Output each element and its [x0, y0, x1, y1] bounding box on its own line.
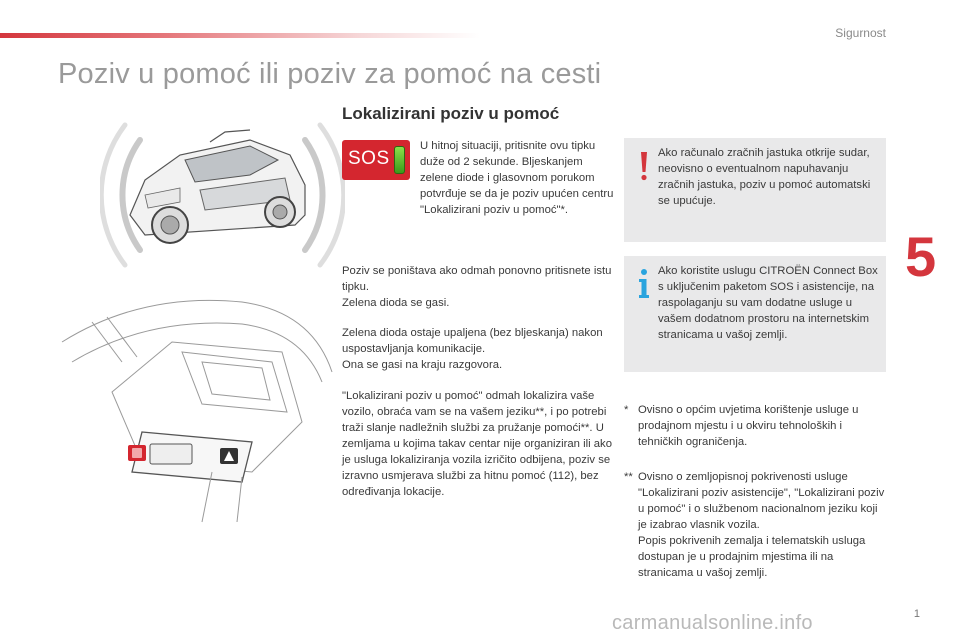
footnote-2: [624, 469, 886, 581]
warning-note: [624, 138, 886, 242]
footnote-text: Ovisno o općim uvjetima korištenje usluge u prodajnom mjestu i u okviru tehnoloških i tehničkih ograničenja.: [638, 404, 859, 448]
section-subtitle: Lokalizirani poziv u pomoć: [342, 104, 560, 123]
green-led-indicator: [394, 146, 405, 174]
footnote-text: Ovisno o zemljopisnoj pokrivenosti usluge "Lokalizirani poziv asistencije", "Lokalizirani poziv u pomoć" i o službenom nacionalnom jeziku koji je izabrao vlasnik vozila. Popis pokrivenih zemalja i telematskih usluga dostupan je u prodajnim mjestima ili na stranicama u vašoj zemlji.: [638, 471, 885, 579]
footnote-mark: **: [624, 471, 633, 483]
footnote-1: [624, 402, 886, 450]
header-accent-bar: [0, 33, 480, 38]
sos-press-paragraph: U hitnoj situaciji, pritisnite ovu tipku duže od 2 sekunde. Bljeskanjem zelene diode i glasovnom porukom potvrđuje se da je poziv upućen centru "Lokalizirani poziv u pomoć"*.: [420, 140, 614, 216]
section-name: Sigurnost: [835, 26, 886, 40]
exclamation-icon: [634, 150, 654, 182]
info-icon: [634, 268, 654, 300]
page-title: Poziv u pomoć ili poziv za pomoć na cesti: [58, 58, 602, 90]
service-paragraph: "Lokalizirani poziv u pomoć" odmah lokalizira vaše vozilo, obraća vam se na vašem jeziku**, i po potrebi traži slanje nadležnih službi za pružanje pomoći**. U zemljama u kojima takav centar nije organiziran ili ako je usluga lokaliziranja vozila izričito odbijena, poziv se izravno usmjerava službi za hitnu pomoć (112), bez određivanja lokacije.: [342, 390, 612, 498]
footnote-mark: *: [624, 404, 629, 416]
watermark: carmanualsonline.info: [612, 612, 813, 634]
roof-console-illustration: [52, 282, 337, 527]
sos-button: [342, 140, 410, 180]
info-note-text: Ako koristite uslugu CITROËN Connect Box s uključenim paketom SOS i asistencije, na raspolaganju su vam dodatne usluge u vašem dodatnom prostoru na internetskim stranicama u vašoj zemlji.: [658, 265, 878, 341]
led-paragraph: Zelena dioda ostaje upaljena (bez bljeskanja) nakon uspostavljanja komunikacije. Ona se gasi na kraju razgovora.: [342, 327, 603, 371]
info-note: [624, 256, 886, 372]
chapter-number: 5: [905, 225, 937, 288]
cancel-paragraph: Poziv se poništava ako odmah ponovno pritisnete istu tipku. Zelena dioda se gasi.: [342, 265, 612, 309]
page-number: 1: [913, 608, 920, 620]
car-illustration: [100, 100, 345, 280]
warning-note-text: Ako računalo zračnih jastuka otkrije sudar, neovisno o eventualnom napuhavanju zračnih jastuka, poziv u pomoć automatski se upućuje.: [658, 147, 871, 207]
sos-label: SOS: [348, 148, 390, 169]
